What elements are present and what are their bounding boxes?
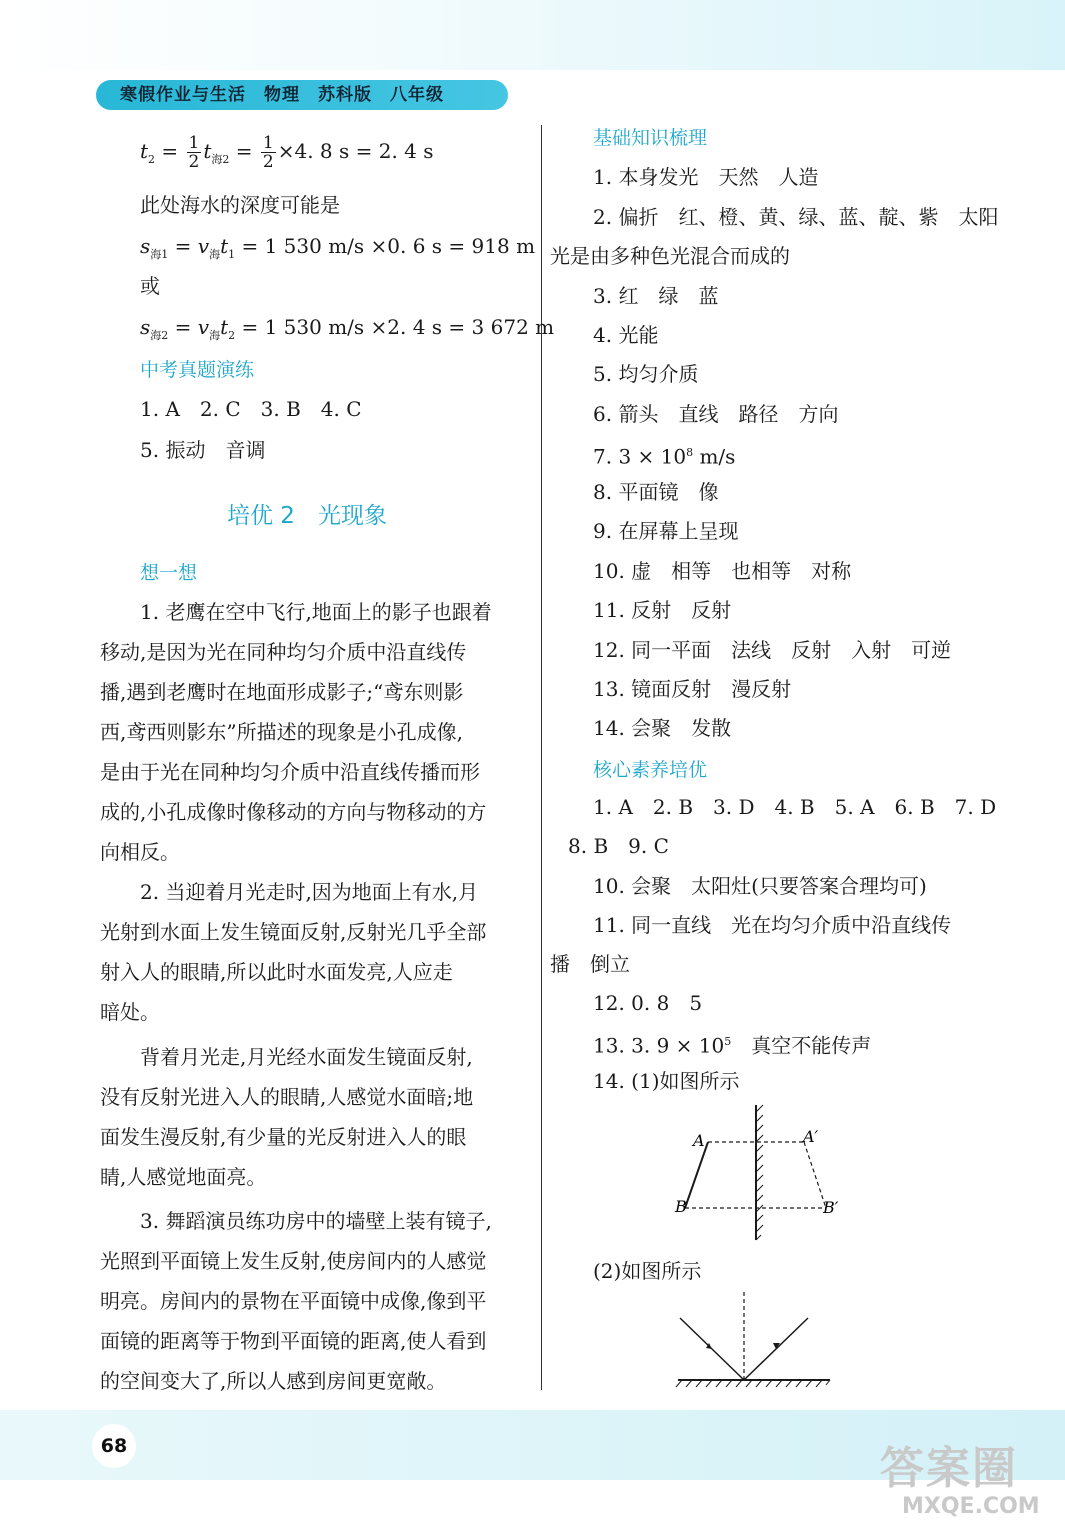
label-b: B: [675, 1197, 687, 1216]
jichu-item: 8. 平面镜 像: [593, 480, 719, 504]
para1-line: 播,遇到老鹰时在地面形成影子;“鸢东则影: [100, 680, 464, 704]
formula-s1: $s_{海1} = v_海t_1 = 1$ 530 m/s ×0. 6 s = 918 m: [140, 234, 536, 261]
para2-line: 射入人的眼睛,所以此时水面发亮,人应走: [100, 960, 453, 984]
jichu-item: 11. 反射 反射: [593, 598, 732, 622]
depth-intro: 此处海水的深度可能是: [140, 193, 340, 217]
para3-line: 面发生漫反射,有少量的光反射进入人的眼: [100, 1125, 467, 1149]
watermark-logo-text: 答案圈: [880, 1443, 1018, 1494]
jichu-item: 6. 箭头 直线 路径 方向: [593, 402, 839, 426]
hexin-item: 1. A 2. B 3. D 4. B 5. A 6. B 7. D: [593, 795, 997, 819]
jichu-item: 13. 镜面反射 漫反射: [593, 677, 792, 701]
para1-line: 向相反。: [100, 840, 180, 864]
xiang-heading: 想一想: [140, 562, 198, 584]
watermark-url: MXQE.COM: [902, 1494, 1040, 1519]
para4-line: 的空间变大了,所以人感到房间更宽敞。: [100, 1369, 447, 1393]
para2-line: 光射到水面上发生镜面反射,反射光几乎全部: [100, 920, 487, 944]
jichu-heading: 基础知识梳理: [593, 127, 708, 149]
jichu-item: 10. 虚 相等 也相等 对称: [593, 559, 852, 583]
label-a: A: [693, 1131, 705, 1150]
para2-line: 暗处。: [100, 1000, 160, 1024]
q14-part1-label: 14. (1)如图所示: [593, 1069, 740, 1093]
zhongkao-heading: 中考真题演练: [140, 359, 255, 381]
zhongkao-answers-2: 5. 振动 音调: [140, 438, 266, 462]
para3-line: 睛,人感觉地面亮。: [100, 1165, 267, 1189]
page-number: 68: [92, 1424, 136, 1468]
jichu-item-7: 7. $3 \times 10^8$ m/s: [593, 444, 736, 469]
para1-line: 是由于光在同种均匀介质中沿直线传播而形: [100, 760, 480, 784]
reflection-diagram: [670, 1290, 840, 1390]
hexin-item: 12. 0. 8 5: [593, 991, 703, 1015]
jichu-item: 9. 在屏幕上呈现: [593, 519, 739, 543]
formula-t2: $t_2$ = $\frac{1}{2}$ $t_{海2}$ = $\frac{1}{2}$ ×4. 8 s = 2. 4 s: [140, 133, 434, 172]
label-b-prime: B′: [823, 1198, 839, 1217]
para3-line: 没有反射光进入人的眼睛,人感觉水面暗;地: [100, 1085, 474, 1109]
para4-line: 明亮。房间内的景物在平面镜中成像,像到平: [100, 1289, 487, 1313]
q14-part2-label: (2)如图所示: [593, 1259, 702, 1283]
or-text: 或: [140, 274, 160, 298]
jichu-item: 14. 会聚 发散: [593, 716, 732, 740]
para4-line: 3. 舞蹈演员练功房中的墙壁上装有镜子,: [140, 1209, 492, 1233]
para1-line: 西,鸢西则影东”所描述的现象是小孔成像,: [100, 720, 463, 744]
jichu-item: 5. 均匀介质: [593, 362, 699, 386]
hexin-item: 8. B 9. C: [568, 834, 669, 858]
para1-line: 移动,是因为光在同种均匀介质中沿直线传: [100, 640, 467, 664]
section-title: 培优 2 光现象: [227, 503, 387, 529]
para1-line: 1. 老鹰在空中飞行,地面上的影子也跟着: [140, 600, 492, 624]
top-decor-band: [0, 0, 1065, 70]
mirror-image-diagram: [660, 1100, 860, 1250]
para2-line: 2. 当迎着月光走时,因为地面上有水,月: [140, 880, 479, 904]
hexin-heading: 核心素养培优: [593, 759, 708, 781]
jichu-item: 3. 红 绿 蓝: [593, 284, 719, 308]
header-banner: 寒假作业与生活 物理 苏科版 八年级: [96, 80, 508, 110]
hexin-item: 10. 会聚 太阳灶(只要答案合理均可): [593, 874, 927, 898]
watermark: [880, 1445, 1055, 1530]
jichu-item: 光是由多种色光混合而成的: [550, 244, 790, 268]
jichu-item: 12. 同一平面 法线 反射 入射 可逆: [593, 638, 952, 662]
para3-line: 背着月光走,月光经水面发生镜面反射,: [140, 1045, 473, 1069]
para1-line: 成的,小孔成像时像移动的方向与物移动的方: [100, 800, 487, 824]
hexin-item: 11. 同一直线 光在均匀介质中沿直线传: [593, 913, 952, 937]
jichu-item: 4. 光能: [593, 323, 659, 347]
zhongkao-answers-1: 1. A 2. C 3. B 4. C: [140, 397, 362, 421]
jichu-item: 1. 本身发光 天然 人造: [593, 165, 819, 189]
formula-s2: $s_{海2} = v_海t_2 = 1$ 530 m/s ×2. 4 s = 3 672 m: [140, 315, 555, 342]
para4-line: 面镜的距离等于物到平面镜的距离,使人看到: [100, 1329, 487, 1353]
jichu-item: 2. 偏折 红、橙、黄、绿、蓝、靛、紫 太阳: [593, 205, 999, 229]
para4-line: 光照到平面镜上发生反射,使房间内的人感觉: [100, 1249, 487, 1273]
hexin-item: 播 倒立: [550, 952, 630, 976]
label-a-prime: A′: [803, 1127, 819, 1146]
hexin-item-13: 13. 3. $9 \times 10^5$ 真空不能传声: [593, 1033, 872, 1058]
